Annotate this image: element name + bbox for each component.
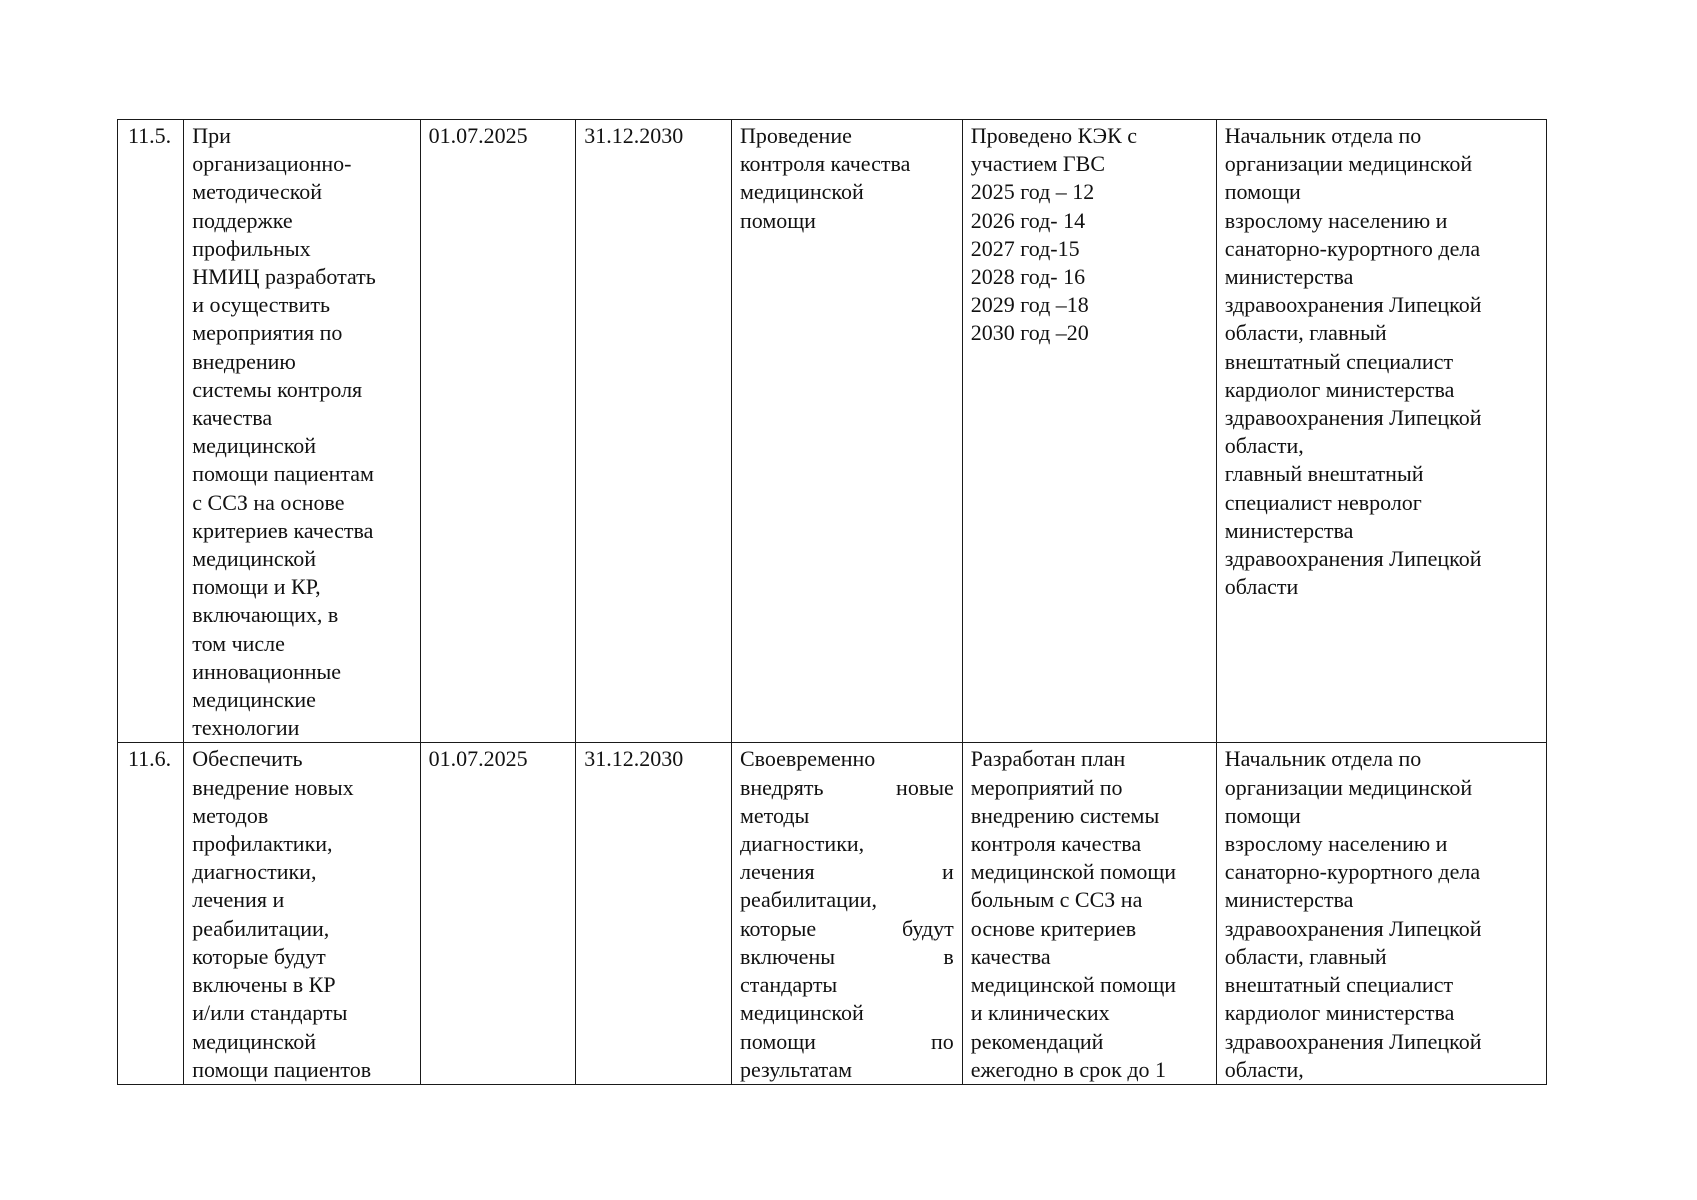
- text-line: диагностики,: [739, 831, 865, 857]
- text-line: и осуществить: [192, 292, 330, 318]
- text-line: медицинские: [192, 687, 316, 713]
- text-line: методической: [192, 179, 323, 205]
- indicator: [962, 743, 1216, 1084]
- task-description: [184, 120, 420, 743]
- text-line: мероприятий по: [970, 774, 1123, 800]
- text-line: стандарты: [739, 972, 838, 998]
- item-number: 11.6.: [118, 743, 184, 1084]
- text-line: здравоохранения Липецкой: [1224, 292, 1482, 318]
- task-description: [184, 743, 420, 1084]
- start-date: 01.07.2025: [420, 743, 576, 1084]
- text-line: диагностики,: [192, 859, 317, 885]
- text-line: взрослому населению и: [1224, 207, 1448, 233]
- text-line: лечения и: [192, 887, 285, 913]
- text-line: 2028 год- 16: [970, 264, 1086, 290]
- indicator: [962, 120, 1216, 743]
- text-line: Обеспечить: [192, 746, 303, 772]
- text-line: которые будут: [739, 915, 954, 941]
- text-line: внештатный специалист: [1224, 972, 1454, 998]
- text-line: помощи и КР,: [192, 574, 321, 600]
- text-line: критериев качества: [192, 517, 374, 543]
- action-plan-table: [117, 119, 1547, 1085]
- text-line: здравоохранения Липецкой: [1224, 546, 1482, 572]
- text-line: мероприятия по: [192, 320, 343, 346]
- text-line: Проведение: [739, 123, 852, 148]
- text-line: области,: [1224, 433, 1304, 459]
- expected-result: [731, 743, 962, 1084]
- document-page: [117, 119, 1547, 1085]
- text-line: лечения и: [739, 859, 954, 885]
- table-row: [118, 743, 1547, 1084]
- text-line: Проведено КЭК с: [970, 123, 1138, 148]
- text-line: внедрению системы: [970, 802, 1160, 828]
- text-line: медицинской помощи: [970, 859, 1177, 885]
- text-line: результатам: [739, 1056, 853, 1082]
- text-line: При: [192, 123, 231, 148]
- start-date: 01.07.2025: [420, 120, 576, 743]
- text-line: области, главный: [1224, 943, 1387, 969]
- text-line: и/или стандарты: [192, 1000, 348, 1026]
- text-line: том числе: [192, 630, 285, 656]
- text-line: системы контроля: [192, 376, 363, 402]
- text-line: помощи пациентам: [192, 461, 374, 487]
- text-line: специалист невролог: [1224, 489, 1422, 515]
- text-line: кардиолог министерства: [1224, 376, 1455, 402]
- end-date: 31.12.2030: [576, 120, 732, 743]
- text-line: помощи: [1224, 802, 1301, 828]
- text-line: рекомендаций: [970, 1028, 1104, 1054]
- text-line: основе критериев: [970, 915, 1137, 941]
- expected-result: [731, 120, 962, 743]
- responsible-person: [1216, 120, 1546, 743]
- text-line: которые будут: [192, 943, 326, 969]
- text-line: внедрять новые: [739, 774, 954, 800]
- text-line: внештатный специалист: [1224, 348, 1454, 374]
- text-line: медицинской помощи: [970, 972, 1177, 998]
- text-line: организационно-: [192, 151, 352, 177]
- text-line: медицинской: [192, 1028, 317, 1054]
- text-line: ежегодно в срок до 1: [970, 1056, 1167, 1082]
- text-line: организации медицинской: [1224, 151, 1473, 177]
- text-line: качества: [970, 943, 1051, 969]
- text-line: профилактики,: [192, 831, 333, 857]
- text-line: с ССЗ на основе: [192, 489, 345, 515]
- text-line: медицинской: [739, 179, 864, 205]
- text-line: здравоохранения Липецкой: [1224, 405, 1482, 431]
- table-row: [118, 120, 1547, 743]
- text-line: медицинской: [192, 546, 317, 572]
- text-line: области, главный: [1224, 320, 1387, 346]
- text-line: методов: [192, 802, 269, 828]
- text-line: методы: [739, 802, 810, 828]
- text-line: санаторно-курортного дела: [1224, 859, 1481, 885]
- text-line: медицинской: [192, 433, 317, 459]
- text-line: Начальник отдела по: [1224, 746, 1422, 772]
- text-line: области: [1224, 574, 1299, 600]
- end-date: 31.12.2030: [576, 743, 732, 1084]
- text-line: взрослому населению и: [1224, 831, 1448, 857]
- text-line: помощи: [1224, 179, 1301, 205]
- text-line: контроля качества: [970, 831, 1142, 857]
- text-line: главный внештатный: [1224, 461, 1424, 487]
- text-line: профильных: [192, 235, 311, 261]
- text-line: Начальник отдела по: [1224, 123, 1422, 148]
- text-line: включены в: [739, 943, 954, 969]
- text-line: качества: [192, 405, 273, 431]
- text-line: 2026 год- 14: [970, 207, 1086, 233]
- text-line: больным с ССЗ на: [970, 887, 1143, 913]
- text-line: Своевременно: [739, 746, 876, 772]
- text-line: здравоохранения Липецкой: [1224, 915, 1482, 941]
- text-line: санаторно-курортного дела: [1224, 235, 1481, 261]
- text-line: 2029 год –18: [970, 292, 1089, 318]
- text-line: технологии: [192, 715, 300, 741]
- text-line: инновационные: [192, 658, 342, 684]
- text-line: Разработан план: [970, 746, 1126, 772]
- text-line: поддержке: [192, 207, 293, 233]
- text-line: реабилитации,: [739, 887, 877, 913]
- text-line: помощи: [739, 207, 816, 233]
- text-line: и клинических: [970, 1000, 1110, 1026]
- text-line: медицинской: [739, 1000, 864, 1026]
- text-line: кардиолог министерства: [1224, 1000, 1455, 1026]
- text-line: министерства: [1224, 517, 1354, 543]
- text-line: 2025 год – 12: [970, 179, 1095, 205]
- text-line: области,: [1224, 1056, 1304, 1082]
- text-line: 2027 год-15: [970, 235, 1080, 261]
- text-line: участием ГВС: [970, 151, 1105, 177]
- text-line: НМИЦ разработать: [192, 264, 376, 290]
- text-line: министерства: [1224, 887, 1354, 913]
- text-line: контроля качества: [739, 151, 911, 177]
- text-line: 2030 год –20: [970, 320, 1089, 346]
- text-line: помощи пациентов: [192, 1056, 372, 1082]
- text-line: включены в КР: [192, 972, 336, 998]
- text-line: помощи по: [739, 1028, 954, 1054]
- responsible-person: [1216, 743, 1546, 1084]
- text-line: внедрение новых: [192, 774, 354, 800]
- text-line: министерства: [1224, 264, 1354, 290]
- text-line: здравоохранения Липецкой: [1224, 1028, 1482, 1054]
- text-line: включающих, в: [192, 602, 339, 628]
- text-line: реабилитации,: [192, 915, 330, 941]
- item-number: 11.5.: [118, 120, 184, 743]
- text-line: организации медицинской: [1224, 774, 1473, 800]
- text-line: внедрению: [192, 348, 296, 374]
